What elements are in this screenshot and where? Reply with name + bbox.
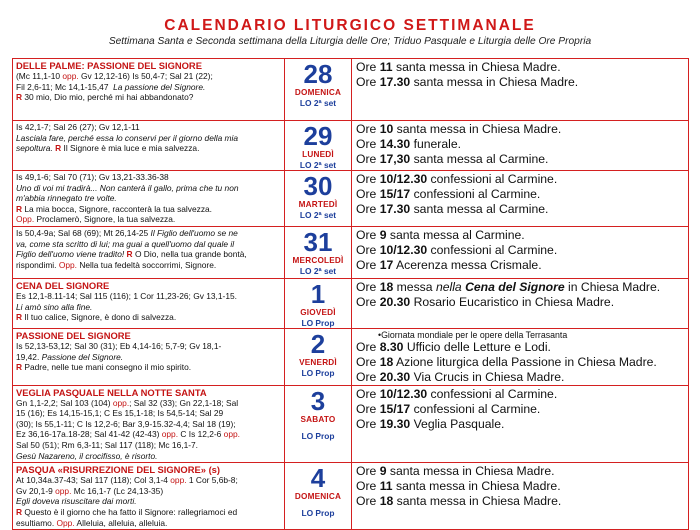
event-line: Ore 18 Azione liturgica della Passione in Chiesa Madre. — [356, 354, 657, 369]
office-label: LO 2ª set — [299, 265, 337, 276]
events-cell — [352, 171, 689, 227]
day-number: 31 — [303, 226, 333, 257]
readings-cell: Is 49,1-6; Sal 70 (71); Gv 13,21-33.36-38 Uno di voi mi tradirà... Non canterà il gallo, prima che tu non m'abbia rinnegato tre volte. R La mia bocca, Signore, racconterà la tua salvezza. Opp. Proclamerò, Signore, la tua salvezza. — [13, 171, 285, 227]
readings-cell: PASSIONE DEL SIGNORE Is 52,13-53,12; Sal 30 (31); Eb 4,14-16; 5,7-9; Gv 18,1- 19,42. Passione del Signore. R Padre, nelle tue mani consegno il mio spirito. — [13, 328, 285, 385]
readings-cell: VEGLIA PASQUALE NELLA NOTTE SANTA Gn 1,1-2,2; Sal 103 (104) opp.; Sal 32 (33); Gn 22,1-18; Sal 15 (16); Es 14,15-15,1; C Es 15,1-18; Is 54,5-14; Sal 29 (30); Is 55,1-11; C Is 12,2-6; Bar 3,9-15.32-4,4; Sal 18 (19); Ez 36,16-17a.18-28; Sal 41-42 (42-43) opp. C Is 12,2-6 opp. Sal 50 (51); Rm 6,3-11; Sal 117 (118); Mc 16,1-7. Gesù Nazareno, il crocifisso, è risorto. — [13, 385, 285, 463]
day-number: 4 — [310, 463, 326, 494]
events-cell — [352, 278, 689, 328]
office-label: LO 2ª set — [299, 160, 337, 170]
table-row — [13, 171, 689, 227]
date-cell — [285, 328, 352, 385]
weekday-label: SABATO — [300, 414, 336, 424]
table-row — [13, 463, 689, 530]
event-line: Ore 19.30 Veglia Pasquale. — [356, 416, 505, 431]
weekday-label: MARTEDÌ — [298, 200, 338, 209]
weekday-label: DOMENICA — [294, 88, 342, 97]
table-row — [13, 59, 689, 121]
date-cell — [285, 121, 352, 171]
office-label: LO 2ª set — [299, 98, 337, 108]
day-number: 29 — [303, 121, 333, 151]
day-heading: DELLE PALME: PASSIONE DEL SIGNORE — [16, 60, 202, 71]
calendar-table — [12, 58, 689, 530]
event-line: Ore 20.30 Rosario Eucaristico in Chiesa Madre. — [356, 294, 615, 309]
event-line: Ore 9 santa messa in Chiesa Madre. — [356, 464, 555, 479]
events-cell — [352, 463, 689, 530]
weekday-label: GIOVEDÌ — [300, 307, 336, 317]
day-number: 30 — [303, 171, 333, 201]
page-subtitle: Settimana Santa e Seconda settimana della Liturgia delle Ore; Triduo Pasquale e Liturgia delle Ore Propria — [108, 36, 592, 47]
day-heading: VEGLIA PASQUALE NELLA NOTTE SANTA — [16, 386, 207, 398]
table-row — [13, 278, 689, 328]
day-number: 1 — [310, 278, 326, 309]
event-line: Ore 10/12.30 confessioni al Carmine. — [356, 386, 558, 401]
event-line: Ore 20.30 Via Crucis in Chiesa Madre. — [356, 369, 565, 384]
event-line: Ore 14.30 funerale. — [356, 136, 462, 151]
day-number: 3 — [310, 385, 326, 416]
day-heading: CENA DEL SIGNORE — [16, 279, 110, 291]
event-line: Ore 18 messa nella Cena del Signore in Chiesa Madre. — [356, 279, 661, 294]
date-cell — [285, 278, 352, 328]
readings-cell: Is 42,1-7; Sal 26 (27); Gv 12,1-11 Lasciala fare, perché essa lo conservi per il giorno della mia sepoltura. R Il Signore è mia luce e mia salvezza. — [13, 121, 285, 171]
event-line: Ore 10/12.30 confessioni al Carmine. — [356, 242, 558, 257]
office-label: LO Prop — [301, 367, 335, 378]
event-line: Ore 8.30 Ufficio delle Letture e Lodi. — [356, 339, 551, 354]
table-row — [13, 226, 689, 278]
weekday-label: DOMENICA — [294, 492, 342, 502]
events-cell — [352, 328, 689, 385]
event-line: Ore 17.30 santa messa in Chiesa Madre. — [356, 74, 579, 89]
readings-cell: PASQUA «RISURREZIONE DEL SIGNORE» (s) At 10,34a.37-43; Sal 117 (118); Col 3,1-4 opp. 1 Cor 5,6b-8; Gv 20,1-9 opp. Mc 16,1-7 (Lc 24,13-35) Egli doveva risuscitare dai morti. R Questo è il giorno che ha fatto il Signore: rallegriamoci ed esultiamo. Opp. Alleluia, alleluia, alleluia. — [13, 463, 285, 530]
day-number: 28 — [303, 59, 333, 89]
events-cell — [352, 226, 689, 278]
date-cell — [285, 226, 352, 278]
office-label: LO 2ª set — [299, 210, 337, 220]
table-row — [13, 385, 689, 463]
events-cell — [352, 385, 689, 463]
readings-cell: DELLE PALME: PASSIONE DEL SIGNORE (Mc 11,1-10 opp. Gv 12,12-16) Is 50,4-7; Sal 21 (22); Fil 2,6-11; Mc 14,1-15,47 La passione del Signore. R 30 mio, Dio mio, perché mi hai abbandonato? — [13, 59, 285, 121]
readings-cell: CENA DEL SIGNORE Es 12,1-8.11-14; Sal 115 (116); 1 Cor 11,23-26; Gv 13,1-15. Li amò sino alla fine. R Il tuo calice, Signore, è dono di salvezza. — [13, 278, 285, 328]
readings-cell: Is 50,4-9a; Sal 68 (69); Mt 26,14-25 Il Figlio dell'uomo se ne va, come sta scritto di lui; ma guai a quell'uomo dal quale il Figlio dell'uomo viene tradito! R O Dio, nella tua grande bontà, rispondimi. Opp. Nella tua fedeltà soccorrimi, Signore. — [13, 226, 285, 278]
weekday-label: LUNEDÌ — [302, 150, 334, 159]
date-cell — [285, 463, 352, 530]
weekday-label: MERCOLEDÌ — [292, 255, 344, 265]
office-label: LO Prop — [301, 508, 335, 519]
events-cell — [352, 59, 689, 121]
event-line: Ore 17,30 santa messa al Carmine. — [356, 151, 549, 166]
date-cell — [285, 59, 352, 121]
office-label: LO Prop — [301, 430, 335, 441]
table-row — [13, 121, 689, 171]
event-line: Ore 18 santa messa in Chiesa Madre. — [356, 494, 562, 509]
day-heading: PASSIONE DEL SIGNORE — [16, 329, 131, 341]
event-line: Ore 10/12.30 confessioni al Carmine. — [356, 172, 558, 186]
office-label: LO Prop — [301, 317, 335, 328]
day-number: 2 — [310, 328, 326, 359]
event-line: Ore 17.30 santa messa al Carmine. — [356, 201, 549, 216]
event-line: Ore 11 santa messa in Chiesa Madre. — [356, 479, 561, 494]
weekday-label: VENERDÌ — [299, 357, 337, 367]
date-cell — [285, 385, 352, 463]
event-note: •Giornata mondiale per le opere della Terrasanta — [378, 329, 568, 340]
day-heading: PASQUA «RISURREZIONE DEL SIGNORE» (s) — [16, 464, 221, 476]
table-row — [13, 328, 689, 385]
event-line: Ore 10 santa messa in Chiesa Madre. — [356, 122, 562, 136]
event-line: Ore 9 santa messa al Carmine. — [356, 227, 525, 242]
event-line: Ore 15/17 confessioni al Carmine. — [356, 401, 541, 416]
events-cell — [352, 121, 689, 171]
date-cell — [285, 171, 352, 227]
page-title: CALENDARIO LITURGICO SETTIMANALE — [164, 17, 536, 34]
event-line: Ore 15/17 confessioni al Carmine. — [356, 186, 541, 201]
event-line: Ore 11 santa messa in Chiesa Madre. — [356, 60, 561, 74]
event-line: Ore 17 Acerenza messa Crismale. — [356, 257, 542, 272]
